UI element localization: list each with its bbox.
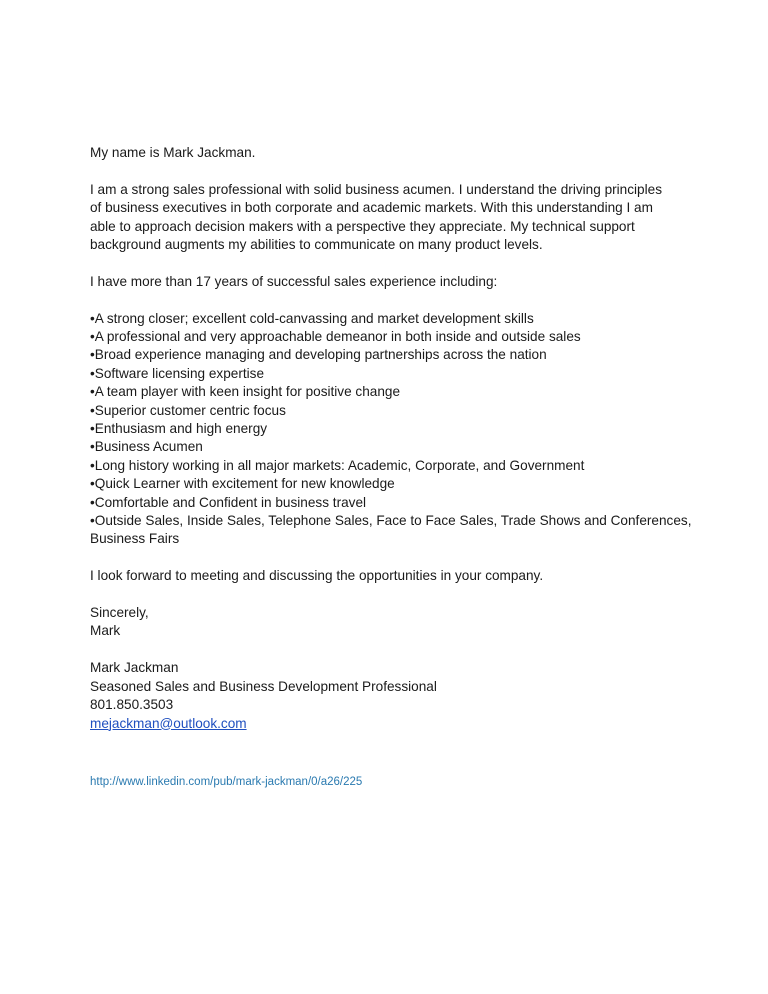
bullet-item: •Software licensing expertise [90, 365, 265, 381]
bullet-item: •A professional and very approachable demeanor in both inside and outside sales [90, 329, 581, 345]
signature-block [90, 659, 700, 733]
experience-lead: I have more than 17 years of successful sales experience including: [90, 273, 498, 289]
bullet-item: •Comfortable and Confident in business travel [90, 494, 367, 510]
email-link[interactable]: mejackman@outlook.com [90, 715, 247, 731]
linkedin-link[interactable]: http://www.linkedin.com/pub/mark-jackman/0/a26/225 [90, 776, 363, 788]
bullet-item: •Business Acumen [90, 439, 203, 455]
bullet-item: •Broad experience managing and developing partnerships across the nation [90, 347, 547, 363]
letter-body [90, 144, 700, 733]
intro-paragraph [90, 181, 700, 255]
bullet-item: •Superior customer centric focus [90, 402, 286, 418]
intro-line: background augments my abilities to communicate on many product levels. [90, 237, 543, 253]
bullet-item: •A strong closer; excellent cold-canvassing and market development skills [90, 310, 534, 326]
bullet-item: •A team player with keen insight for positive change [90, 384, 401, 400]
sign-off: Sincerely, [90, 605, 149, 621]
signature-name: Mark Jackman [90, 660, 179, 676]
sign-off-block [90, 604, 700, 641]
first-name: Mark [90, 623, 121, 639]
signature-phone: 801.850.3503 [90, 697, 174, 713]
closing-line: I look forward to meeting and discussing the opportunities in your company. [90, 568, 544, 584]
intro-line: of business executives in both corporate and academic markets. With this understanding I am [90, 200, 653, 216]
intro-line: I am a strong sales professional with solid business acumen. I understand the driving principles [90, 181, 662, 197]
greeting: My name is Mark Jackman. [90, 145, 256, 160]
bullet-item: •Quick Learner with excitement for new knowledge [90, 476, 395, 492]
bullet-item: •Enthusiasm and high energy [90, 421, 268, 437]
intro-line: able to approach decision makers with a perspective they appreciate. My technical support [90, 218, 635, 234]
signature-title: Seasoned Sales and Business Development Professional [90, 678, 437, 694]
experience-bullet-list [90, 310, 700, 549]
bullet-item: •Outside Sales, Inside Sales, Telephone Sales, Face to Face Sales, Trade Shows and Conferences, Business Fairs [90, 513, 692, 547]
bullet-item: •Long history working in all major markets: Academic, Corporate, and Government [90, 457, 585, 473]
